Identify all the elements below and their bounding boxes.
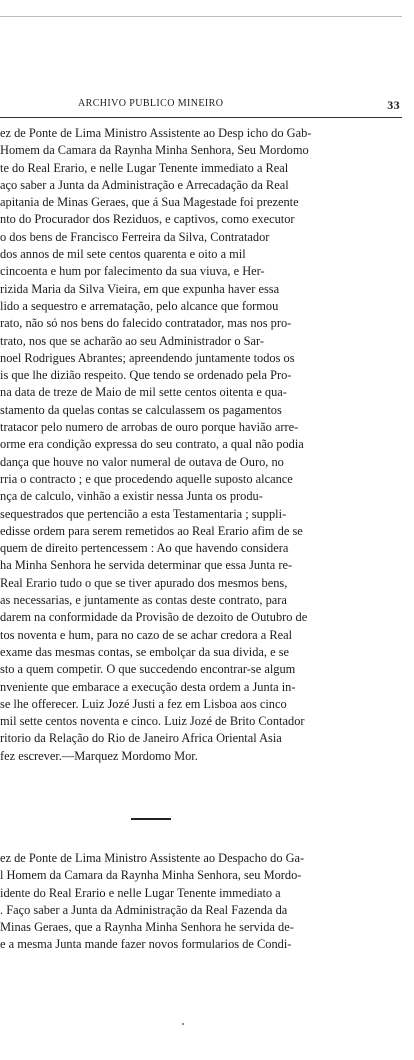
text-line: ez de Ponte de Lima Ministro Assistente ao Despacho do Ga-	[0, 851, 305, 865]
running-header-title: ARCHIVO PUBLICO MINEIRO	[78, 98, 224, 109]
text-line: e a mesma Junta mande fazer novos formularios de Condi-	[0, 937, 292, 952]
running-header	[0, 98, 402, 114]
text-line: l Homem da Camara da Raynha Minha Senhora, seu Mordo-	[0, 868, 302, 883]
document-paragraph-1	[0, 125, 402, 765]
text-line: apitania de Minas Geraes, que á Sua Magestade foi prezente	[0, 195, 299, 210]
text-line: mil sette centos noventa e cinco. Luiz Jozé de Brito Contador	[0, 714, 305, 729]
text-line: na data de treze de Maio de mil sette centos oitenta e qua-	[0, 385, 287, 400]
header-rule	[0, 117, 402, 118]
text-line: nveniente que embarace a execução desta ordem a Junta in-	[0, 679, 296, 694]
text-line: nto do Procurador dos Reziduos, e captivos, como executor	[0, 212, 295, 227]
text-line: ritorio da Relação do Rio de Janeiro Africa Oriental Asia	[0, 731, 282, 746]
text-line: . Faço saber a Junta da Administração da Real Fazenda da	[0, 902, 288, 917]
text-line: tos noventa e hum, para no cazo de se achar credora a Real	[0, 627, 293, 642]
text-line: exame das mesmas contas, se embolçar da sua divida, e se	[0, 644, 290, 659]
speck	[182, 1023, 184, 1025]
text-line: aço saber a Junta da Administração e Arrecadação da Real	[0, 177, 289, 192]
text-line: tratacor pelo numero de arrobas de ouro porque havião arre-	[0, 420, 299, 435]
text-line: o dos bens de Francisco Ferreira da Silva, Contratador	[0, 229, 270, 244]
text-line: trato, nos que se acharão ao seu Administrador o Sar-	[0, 333, 265, 348]
section-separator	[131, 818, 171, 820]
text-line: rato, não só nos bens do falecido contratador, mas nos pro-	[0, 316, 292, 331]
text-line: fez escrever.—Marquez Mordomo Mor.	[0, 748, 198, 763]
text-line: rria o contracto ; e que procedendo aquelle suposto alcance	[0, 471, 293, 486]
text-line: edisse ordem para serem remetidos ao Real Erario afim de se	[0, 523, 303, 538]
text-line: idente do Real Erario e nelle Lugar Tenente immediato a	[0, 885, 281, 900]
text-line: dança que houve no valor numeral de outava de Ouro, no	[0, 454, 284, 469]
text-line: quem de direito pertencessem : Ao que havendo considera	[0, 541, 289, 556]
text-line: stamento da quelas contas se calculassem os pagamentos	[0, 402, 282, 417]
text-line: se lhe offerecer. Luiz Jozé Justi a fez em Lisboa aos cinco	[0, 696, 287, 711]
text-line: Homem da Camara da Raynha Minha Senhora, Seu Mordomo	[0, 143, 309, 158]
text-line: Real Erario tudo o que se tiver apurado dos mesmos bens,	[0, 575, 288, 590]
text-line: is que lhe dizião respeito. Que tendo se ordenado pela Pro-	[0, 368, 292, 383]
text-line: ha Minha Senhora he servida determinar que essa Junta re-	[0, 558, 293, 573]
text-line: cincoenta e hum por falecimento da sua viuva, e Her-	[0, 264, 265, 279]
text-line: te do Real Erario, e nelle Lugar Tenente immediato a Real	[0, 160, 289, 175]
text-line: Minas Geraes, que a Raynha Minha Senhora he servida de-	[0, 920, 294, 935]
text-line: nça de calculo, vinhão a existir nessa Junta os produ-	[0, 489, 263, 504]
text-line: ez de Ponte de Lima Ministro Assistente ao Desp icho do Gab-	[0, 126, 312, 140]
top-rule	[0, 16, 402, 17]
text-line: noel Rodrigues Abrantes; apreendendo juntamente todos os	[0, 350, 295, 365]
page-number: 33	[387, 98, 400, 112]
text-line: orme era condição expressa do seu contrato, a qual não podia	[0, 437, 304, 452]
text-line: as necessarias, e juntamente as contas deste contrato, para	[0, 593, 287, 608]
document-paragraph-2	[0, 850, 402, 954]
text-line: sto a quem competir. O que succedendo encontrar-se algum	[0, 662, 296, 677]
text-line: dos annos de mil sete centos quarenta e oito a mil	[0, 247, 246, 262]
text-line: darem na conformidade da Provisão de dezoito de Outubro de	[0, 610, 308, 625]
text-line: sequestrados que pertencião a esta Testamentaria ; suppli-	[0, 506, 287, 521]
text-line: lido a sequestro e arrematação, pelo alcance que formou	[0, 298, 279, 313]
text-line: rizida Maria da Silva Vieira, em que expunha haver essa	[0, 281, 280, 296]
